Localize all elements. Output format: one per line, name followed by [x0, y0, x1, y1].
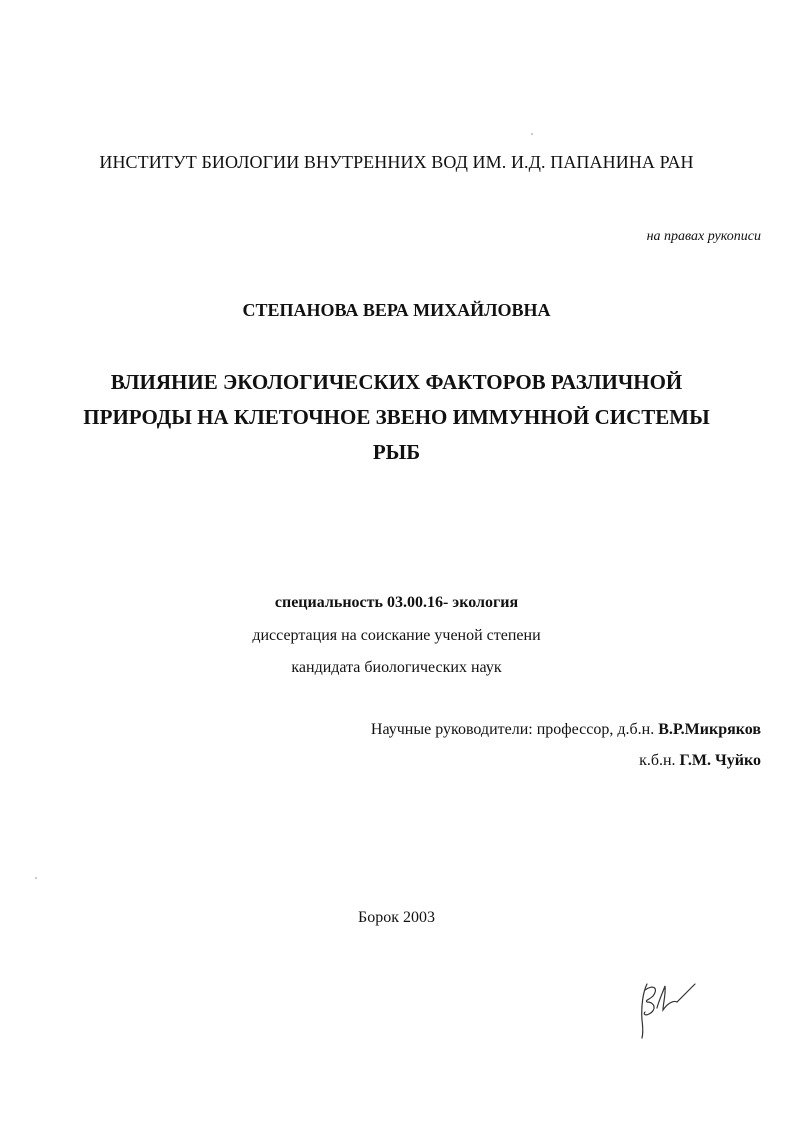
place-year: Борок 2003 [358, 909, 435, 926]
supervisors-line-2 [639, 752, 761, 770]
supervisor-name-1: В.Р.Микряков [658, 721, 761, 738]
dissertation-title [0, 365, 793, 470]
manuscript-note: на правах рукописи [646, 229, 761, 244]
scan-speck [531, 133, 533, 135]
author-name: СТЕПАНОВА ВЕРА МИХАЙЛОВНА [242, 300, 551, 320]
supervisors-label: Научные руководители: профессор, д.б.н. [370, 721, 655, 738]
specialty: специальность 03.00.16- экология [274, 594, 519, 611]
supervisor-name-2: Г.М. Чуйко [679, 752, 761, 769]
scan-speck [35, 877, 37, 879]
title-line-3: РЫБ [372, 440, 421, 464]
degree-line-1: диссертация на соискание ученой степени [252, 627, 541, 644]
title-line-1: ВЛИЯНИЕ ЭКОЛОГИЧЕСКИХ ФАКТОРОВ РАЗЛИЧНОЙ [110, 370, 683, 394]
supervisors-line-1 [371, 721, 761, 739]
title-line-2: ПРИРОДЫ НА КЛЕТОЧНОЕ ЗВЕНО ИММУННОЙ СИСТЕМЫ [83, 405, 710, 429]
handwritten-signature-icon [633, 978, 703, 1040]
supervisor-degree-2: к.б.н. [639, 752, 676, 769]
institute-name: ИНСТИТУТ БИОЛОГИИ ВНУТРЕННИХ ВОД ИМ. И.Д. ПАПАНИНА РАН [99, 152, 694, 172]
degree-line-2: кандидата биологических наук [291, 659, 502, 676]
